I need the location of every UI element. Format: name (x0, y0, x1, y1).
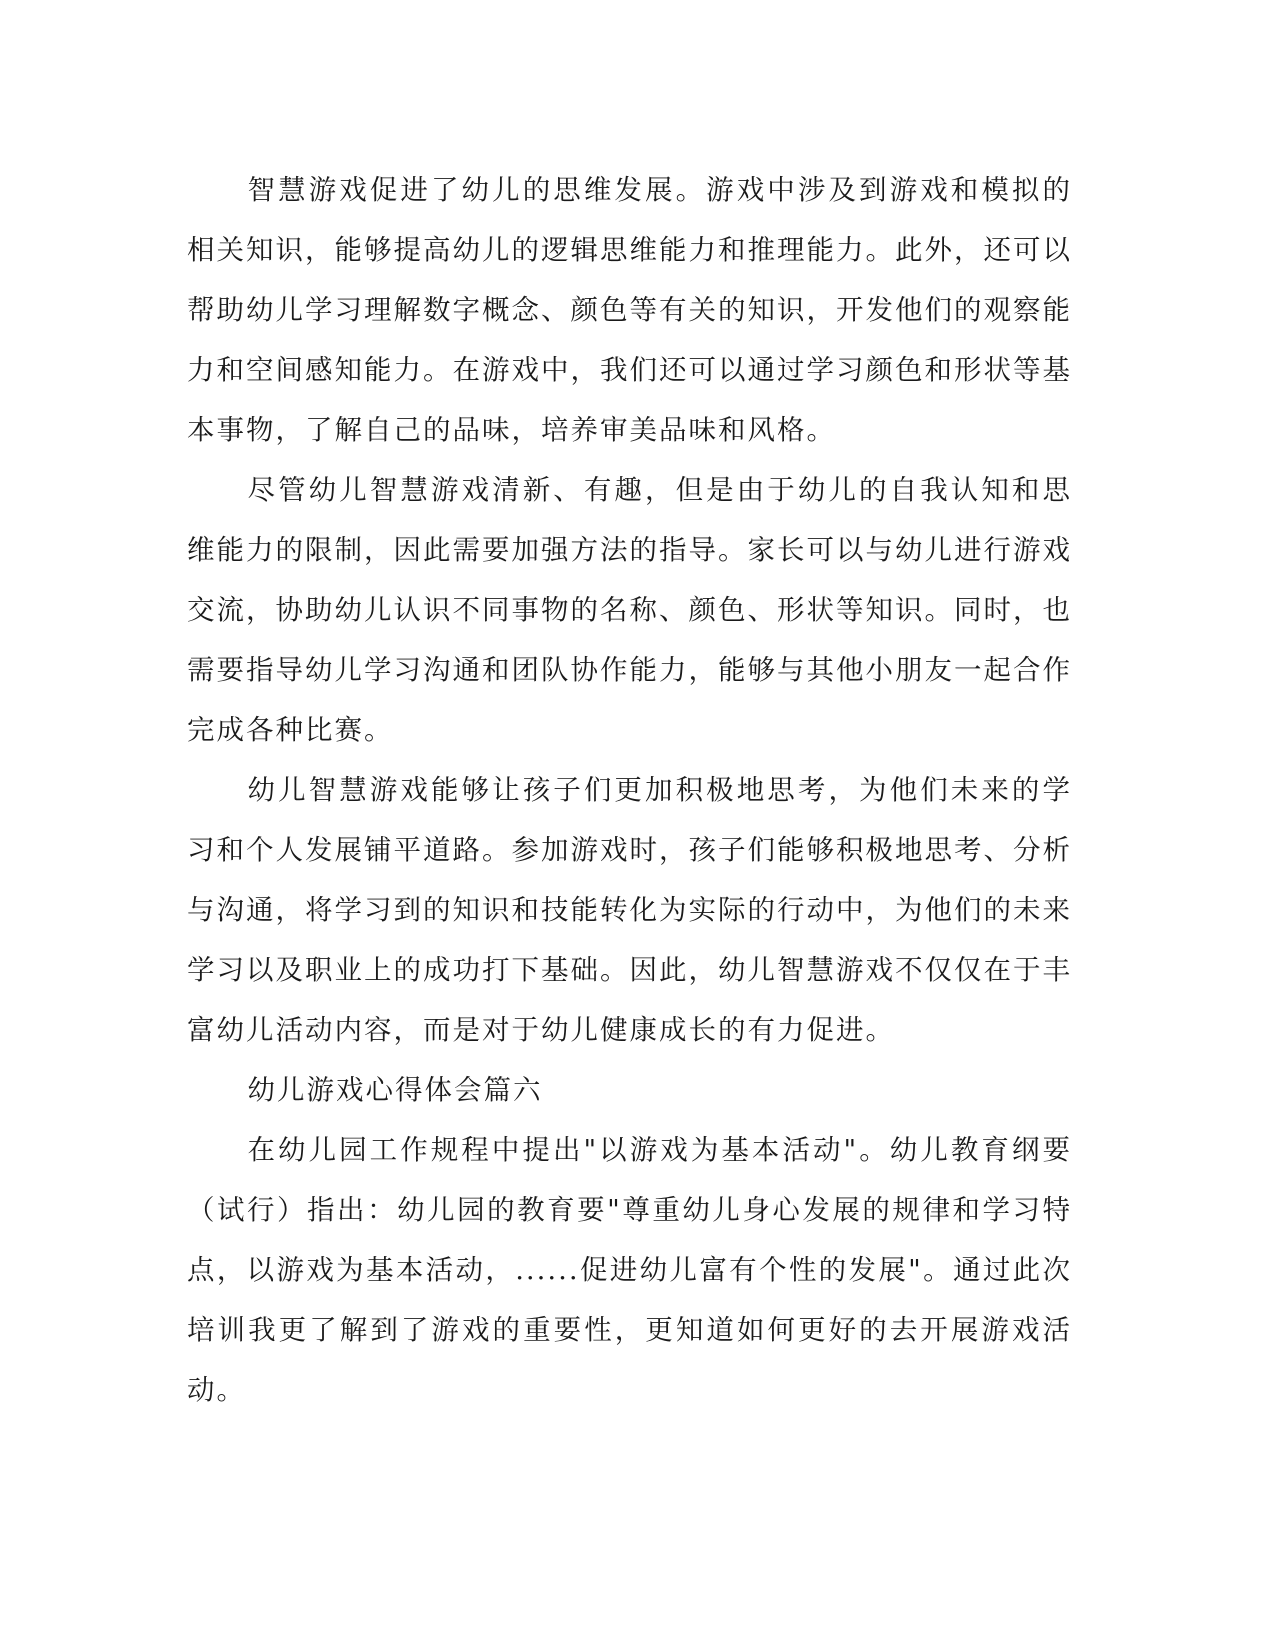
paragraph-kindergarten-rules: 在幼儿园工作规程中提出"以游戏为基本活动"。幼儿教育纲要（试行）指出：幼儿园的教育要"尊重幼儿身心发展的规律和学习特点，以游戏为基本活动，......促进幼儿富有个性的发展"。通过此次培训我更了解到了游戏的重要性，更知道如何更好的去开展游戏活动。 (187, 1134, 1072, 1406)
section-heading: 幼儿游戏心得体会篇六 (247, 1074, 543, 1106)
paragraph-guidance: 尽管幼儿智慧游戏清新、有趣，但是由于幼儿的自我认知和思维能力的限制，因此需要加强方法的指导。家长可以与幼儿进行游戏交流，协助幼儿认识不同事物的名称、颜色、形状等知识。同时，也需要指导幼儿学习沟通和团队协作能力，能够与其他小朋友一起合作完成各种比赛。 (187, 474, 1072, 746)
paragraph-thinking-development: 智慧游戏促进了幼儿的思维发展。游戏中涉及到游戏和模拟的相关知识，能够提高幼儿的逻辑思维能力和推理能力。此外，还可以帮助幼儿学习理解数字概念、颜色等有关的知识，开发他们的观察能力和空间感知能力。在游戏中，我们还可以通过学习颜色和形状等基本事物，了解自己的品味，培养审美品味和风格。 (187, 174, 1072, 446)
paragraph-future-development: 幼儿智慧游戏能够让孩子们更加积极地思考，为他们未来的学习和个人发展铺平道路。参加游戏时，孩子们能够积极地思考、分析与沟通，将学习到的知识和技能转化为实际的行动中，为他们的未来学习以及职业上的成功打下基础。因此，幼儿智慧游戏不仅仅在于丰富幼儿活动内容，而是对于幼儿健康成长的有力促进。 (187, 774, 1072, 1046)
document-body (187, 160, 1072, 1420)
